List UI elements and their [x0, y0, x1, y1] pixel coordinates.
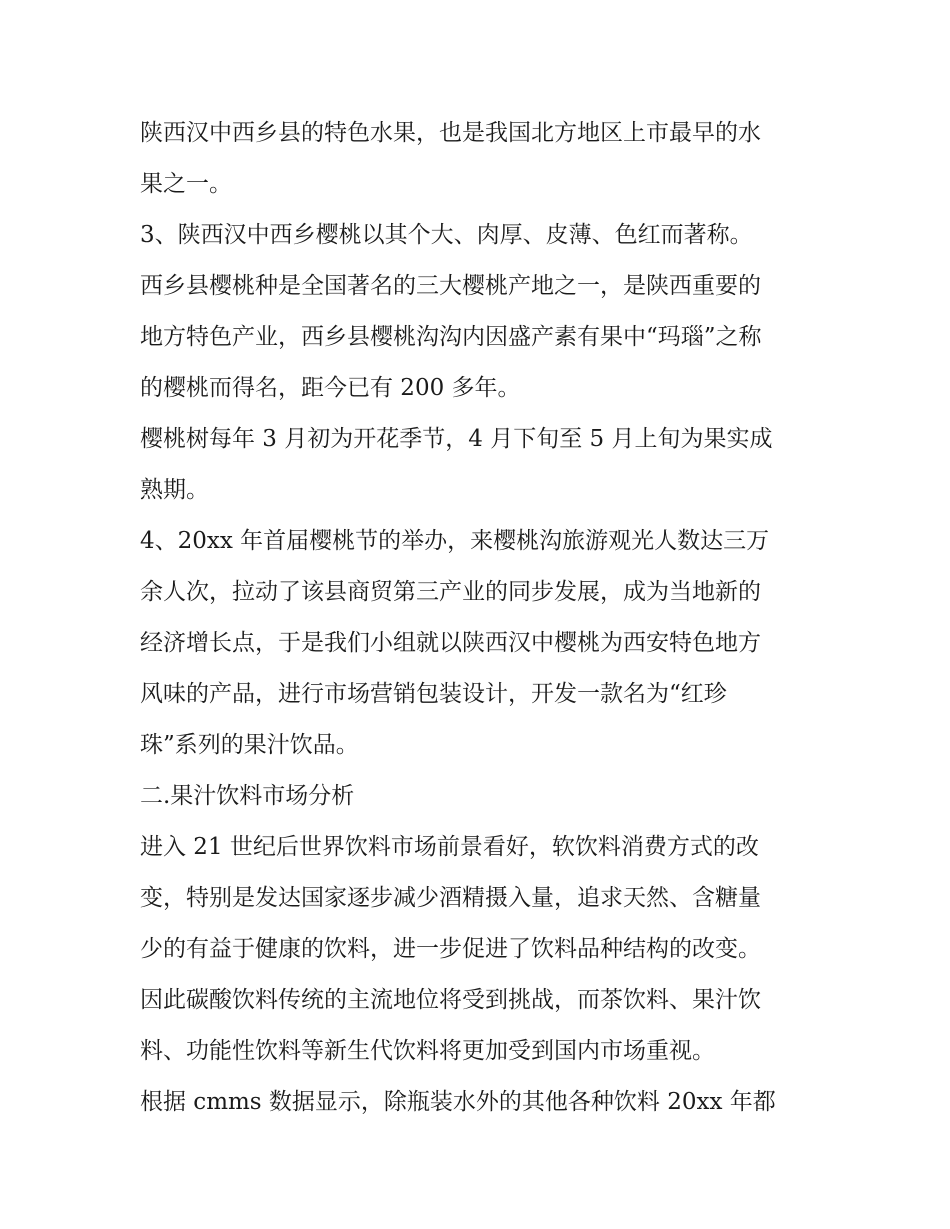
text-line: 风味的产品，进行市场营销包装设计，开发一款名为“红珍: [140, 681, 727, 707]
document-body: [140, 108, 820, 1128]
text-line: 樱桃树每年 3 月初为开花季节，4 月下旬至 5 月上旬为果实成: [140, 426, 773, 452]
text-line: 3、陕西汉中西乡樱桃以其个大、肉厚、皮薄、色红而著称。: [140, 222, 753, 248]
text-line: 熟期。: [140, 477, 209, 503]
text-line: 地方特色产业，西乡县樱桃沟沟内因盛产素有果中“玛瑙”之称: [140, 324, 762, 350]
text-line: 少的有益于健康的饮料，进一步促进了饮料品种结构的改变。: [140, 936, 761, 962]
text-line: 进入 21 世纪后世界饮料市场前景看好，软饮料消费方式的改: [140, 834, 759, 860]
text-line: 珠”系列的果汁饮品。: [140, 732, 359, 758]
text-line: 变，特别是发达国家逐步减少酒精摄入量，追求天然、含糖量: [140, 885, 761, 911]
section-heading: 二.果汁饮料市场分析: [140, 783, 355, 809]
text-line: 因此碳酸饮料传统的主流地位将受到挑战，而茶饮料、果汁饮: [140, 987, 761, 1013]
text-line: 西乡县樱桃种是全国著名的三大樱桃产地之一，是陕西重要的: [140, 273, 761, 299]
text-line: 陕西汉中西乡县的特色水果，也是我国北方地区上市最早的水: [140, 120, 761, 146]
text-line: 的樱桃而得名，距今已有 200 多年。: [140, 375, 521, 401]
text-line: 经济增长点，于是我们小组就以陕西汉中樱桃为西安特色地方: [140, 630, 761, 656]
text-line: 根据 cmms 数据显示，除瓶装水外的其他各种饮料 20xx 年都: [140, 1089, 776, 1115]
text-line: 4、20xx 年首届樱桃节的举办，来樱桃沟旅游观光人数达三万: [140, 528, 770, 554]
text-line: 余人次，拉动了该县商贸第三产业的同步发展，成为当地新的: [140, 579, 761, 605]
text-line: 果之一。: [140, 171, 232, 197]
text-line: 料、功能性饮料等新生代饮料将更加受到国内市场重视。: [140, 1038, 715, 1064]
